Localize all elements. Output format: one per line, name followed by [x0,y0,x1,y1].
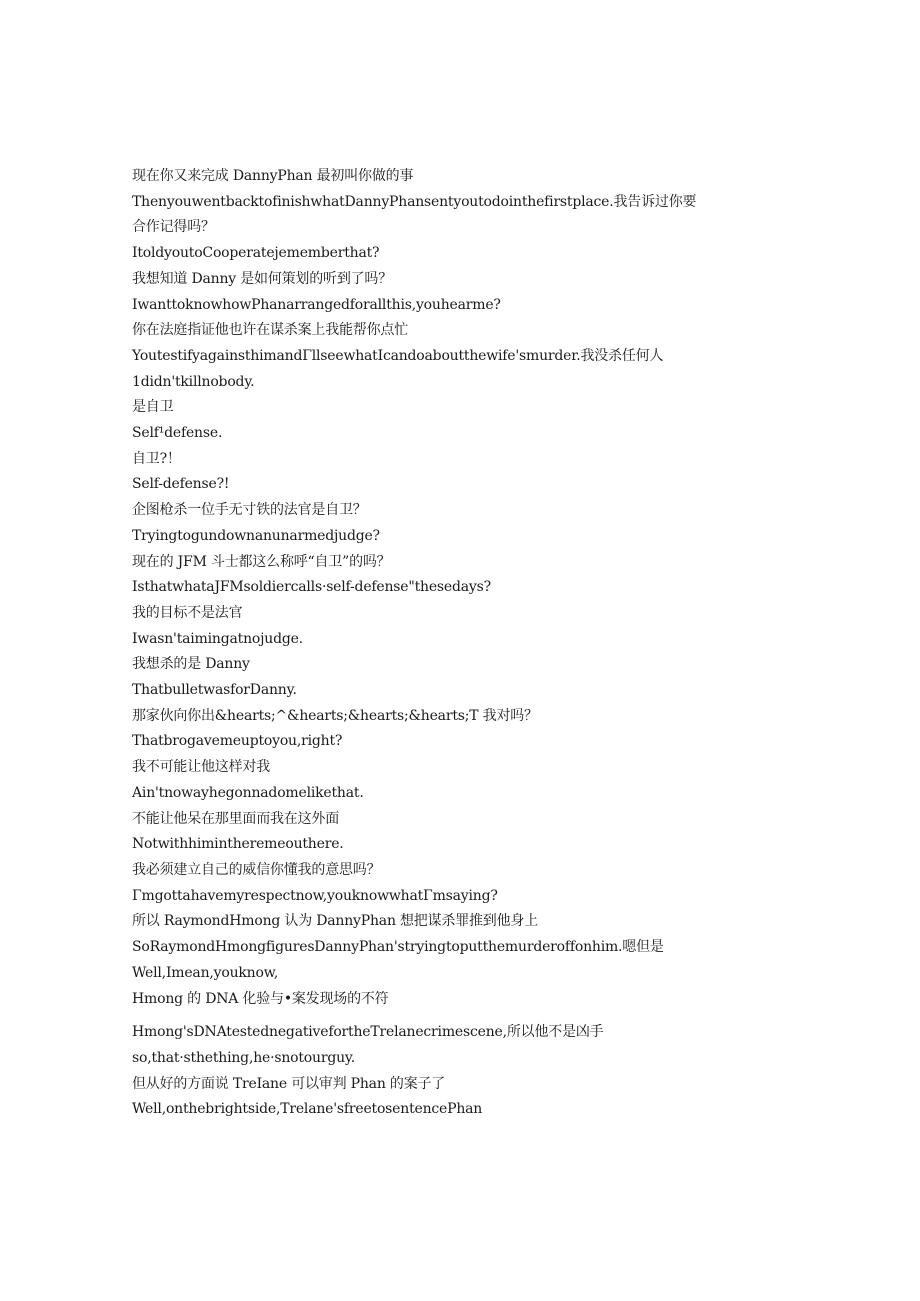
transcript-line: Thatbrogavemeuptoyou,right? [132,733,343,750]
transcript-line: 我想杀的是 Danny [132,656,250,673]
transcript-line: Self¹defense. [132,425,223,442]
transcript-line: so,that·sthething,he·snotourguy. [132,1049,356,1066]
transcript-line: 合作记得吗？ [132,219,215,236]
transcript-line: 所以 RaymondHmong 认为 DannyPhan 想把谋杀罪推到他身上 [132,913,539,930]
transcript-line: 你在法庭指证他也许在谋杀案上我能帮你点忙 [132,322,408,339]
transcript-line: Well,onthebrightside,Trelane'sfreetosentencePhan [132,1101,483,1118]
transcript-line: Hmong'sDNAtestednegativefortheTrelanecrimescene,所以他不是凶手 [132,1024,604,1041]
transcript-line: ThenyouwentbacktofinishwhatDannyPhansentyoutodointhefirstplace.我告诉过你要 [132,193,697,210]
transcript-line: 我的目标不是法官 [132,604,243,621]
transcript-line: Well,Imean,youknow, [132,964,279,981]
transcript-line: Notwithhimintheremeouthere. [132,836,344,853]
transcript-line: IwanttoknowhowPhanarrangedforallthis,youhearme? [132,296,501,313]
transcript-line: 我必须建立自己的威信你懂我的意思吗？ [132,861,381,878]
transcript-line: 是自卫 [132,399,174,416]
transcript-line: 1didn'tkillnobody. [132,373,255,390]
transcript-line: 我想知道 Danny 是如何策划的听到了吗？ [132,270,393,287]
transcript-line: ThatbulletwasforDanny. [132,682,297,699]
transcript-line: Tryingtogundownanunarmedjudge? [132,527,380,544]
transcript-line: SoRaymondHmongfiguresDannyPhan'stryingtoputthemurderoffonhim.嗯但是 [132,939,664,956]
transcript-line: ItoldyoutoCooperatejememberthat? [132,245,380,262]
transcript-line: 但从好的方面说 TreIane 可以审判 Phan 的案子了 [132,1075,446,1092]
transcript-line: Self-defense?! [132,476,230,493]
transcript-line: 企图枪杀一位手无寸铁的法官是自卫？ [132,502,367,519]
transcript-line: Hmong 的 DNA 化验与•案发现场的不符 [132,990,389,1007]
transcript-line: YoutestifyagainsthimandΓllseewhatIcandoaboutthewife'smurder.我没杀任何人 [132,347,664,364]
transcript-line: 我不可能让他这样对我 [132,759,270,776]
transcript-line: 不能让他呆在那里面而我在这外面 [132,810,339,827]
transcript-body [132,164,702,1123]
transcript-line: Γmgottahavemyrespectnow,youknowwhatΓmsaying? [132,887,498,904]
transcript-line: Iwasn'taimingatnojudge. [132,630,303,647]
transcript-line: Ain'tnowayhegonnadomelikethat. [132,784,364,801]
transcript-line: 自卫?！ [132,450,181,467]
transcript-line: 现在你又来完成 DannyPhan 最初叫你做的事 [132,168,414,184]
transcript-line: 那家伙向你出&hearts;^&hearts;&hearts;&hearts;T 我对吗？ [132,707,538,724]
transcript-line: 现在的 JFM 斗士都这么称呼“自卫”的吗？ [132,553,391,570]
transcript-line: IsthatwhataJFMsoldiercalls·self-defense"thesedays? [132,579,491,596]
